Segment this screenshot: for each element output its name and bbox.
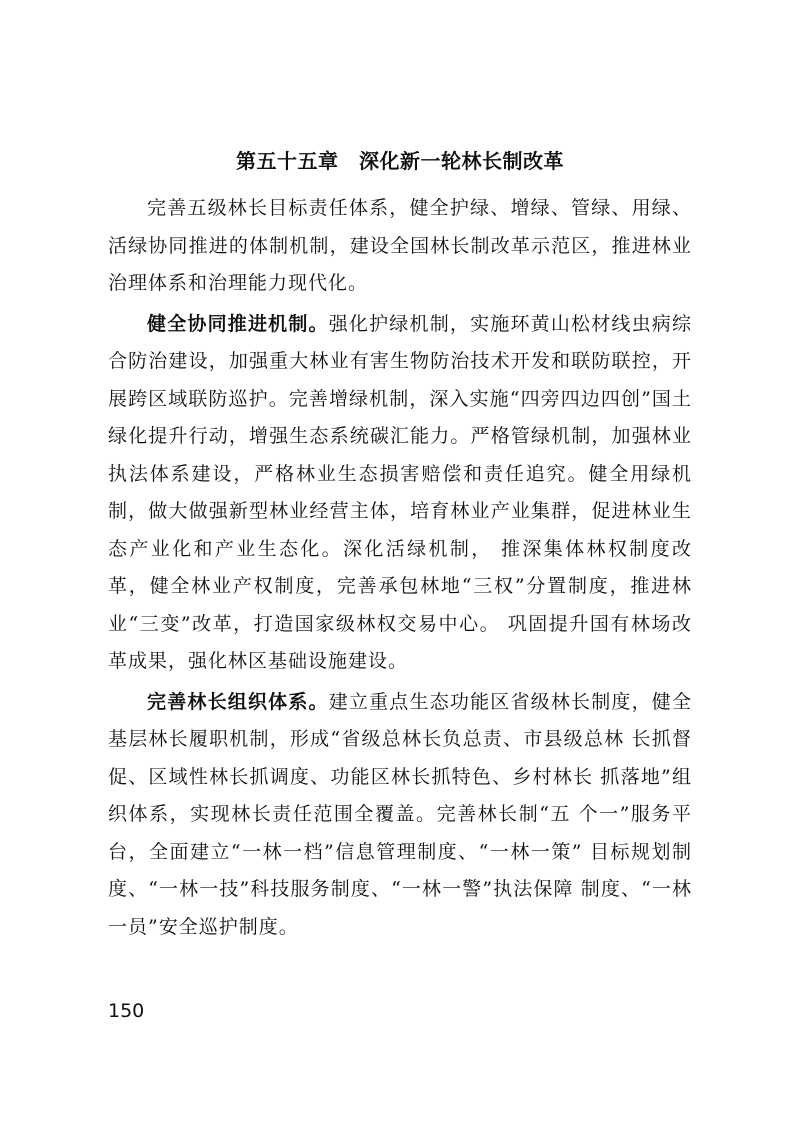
paragraph-intro — [108, 190, 692, 303]
paragraph-organization-text: 建立重点生态功能区省级林长制度，健全基层林长履职机制，形成“省级总林长负总责、市县级总林 长抓督促、区域性林长抓调度、功能区林长抓特色、乡村林长 抓落地”组织体系，实现林长责任范围全覆盖。完善林长制“五 个一”服务平台，全面建立“一林一档”信息管理制度、“一林一策” 目标规划制度、“一林一技”科技服务制度、“一林一警”执法保障 制度、“一林一员”安全巡护制度。 — [108, 690, 692, 938]
paragraph-coordination-text: 强化护绿机制，实施环黄山松材线虫病综合防治建设，加强重大林业有害生物防治技术开发和联防联控，开展跨区域联防巡护。完善增绿机制，深入实施“四旁四边四创”国土绿化提升行动，增强生态系统碳汇能力。严格管绿机制，加强林业执法体系建设，严格林业生态损害赔偿和责任追究。健全用绿机制，做大做强新型林业经营主体，培育林业产业集群，促进林业生态产业化和产业生态化。深化活绿机制， 推深集体林权制度改革，健全林业产权制度，完善承包林地“三权”分置制度，推进林业“三变”改革，打造国家级林权交易中心。 巩固提升国有林场改革成果，强化林区基础设施建设。 — [108, 312, 692, 672]
chapter-title: 第五十五章 深化新一轮林长制改革 — [236, 149, 564, 173]
body-text — [108, 190, 692, 946]
paragraph-coordination — [108, 306, 692, 681]
paragraph-organization — [108, 684, 692, 947]
paragraph-intro-text: 完善五级林长目标责任体系，健全护绿、增绿、管绿、用绿、活绿协同推进的体制机制，建设全国林长制改革示范区，推进林业治理体系和治理能力现代化。 — [108, 197, 692, 294]
paragraph-organization-lead: 完善林长组织体系。 — [147, 690, 329, 713]
page-number: 150 — [108, 1000, 145, 1022]
paragraph-coordination-lead: 健全协同推进机制。 — [147, 312, 329, 335]
